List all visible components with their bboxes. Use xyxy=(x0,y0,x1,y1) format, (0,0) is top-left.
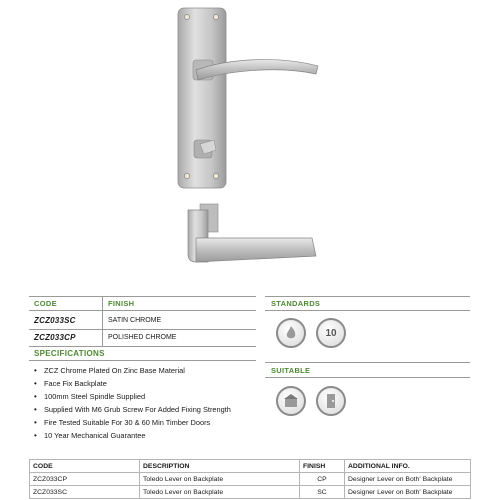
table-cell: Designer Lever on Both' Backplate xyxy=(345,473,471,486)
finish-header: FINISH xyxy=(108,299,135,308)
product-code: ZCZ033SC xyxy=(34,316,76,325)
table-row xyxy=(30,486,471,499)
fire-rated-badge xyxy=(276,318,306,348)
table-divider xyxy=(102,296,103,346)
suitable-title: SUITABLE xyxy=(271,366,311,375)
table-cell: SC xyxy=(300,486,345,499)
backplate-lever xyxy=(178,8,318,188)
commercial-use-badge xyxy=(276,386,306,416)
spec-item: • 10 Year Mechanical Guarantee xyxy=(34,429,231,442)
spec-item: • Face Fix Backplate xyxy=(34,377,231,390)
row-rule xyxy=(29,329,256,330)
guarantee-10-badge: 10 xyxy=(316,318,346,348)
spec-item: • 100mm Steel Spindle Supplied xyxy=(34,390,231,403)
code-header: CODE xyxy=(34,299,57,308)
standards-rule xyxy=(265,296,470,297)
column-header: DESCRIPTION xyxy=(140,460,300,473)
table-header-rule xyxy=(29,310,256,311)
standards-title: STANDARDS xyxy=(271,299,321,308)
lever-on-rose xyxy=(188,204,316,262)
spec-item: • ZCZ Chrome Plated On Zinc Base Material xyxy=(34,364,231,377)
suitable-title-rule xyxy=(265,377,470,378)
column-header: ADDITIONAL INFO. xyxy=(345,460,471,473)
table-cell: Toledo Lever on Backplate xyxy=(140,473,300,486)
product-finish: POLISHED CHROME xyxy=(108,334,177,341)
standards-title-rule xyxy=(265,310,470,311)
table-cell: Designer Lever on Both' Backplate xyxy=(345,486,471,499)
table-cell: Toledo Lever on Backplate xyxy=(140,486,300,499)
specs-rule xyxy=(29,346,256,347)
column-header: FINISH xyxy=(300,460,345,473)
table-cell: ZCZ033SC xyxy=(30,486,140,499)
table-header-row xyxy=(30,460,471,473)
table-cell: ZCZ033CP xyxy=(30,473,140,486)
specifications-title: SPECIFICATIONS xyxy=(34,349,105,358)
table-top-rule xyxy=(29,296,256,297)
column-header: CODE xyxy=(30,460,140,473)
product-code: ZCZ033CP xyxy=(34,333,76,342)
spec-item: • Supplied With M6 Grub Screw For Added Fixing Strength xyxy=(34,403,231,416)
table-cell: CP xyxy=(300,473,345,486)
table-row xyxy=(30,473,471,486)
suitable-rule xyxy=(265,362,470,363)
spec-item: • Fire Tested Suitable For 30 & 60 Min Timber Doors xyxy=(34,416,231,429)
product-finish: SATIN CHROME xyxy=(108,317,162,324)
specs-title-rule xyxy=(29,360,256,361)
product-detail-table xyxy=(29,459,471,499)
fire-door-badge xyxy=(316,386,346,416)
specifications-list xyxy=(34,364,231,442)
